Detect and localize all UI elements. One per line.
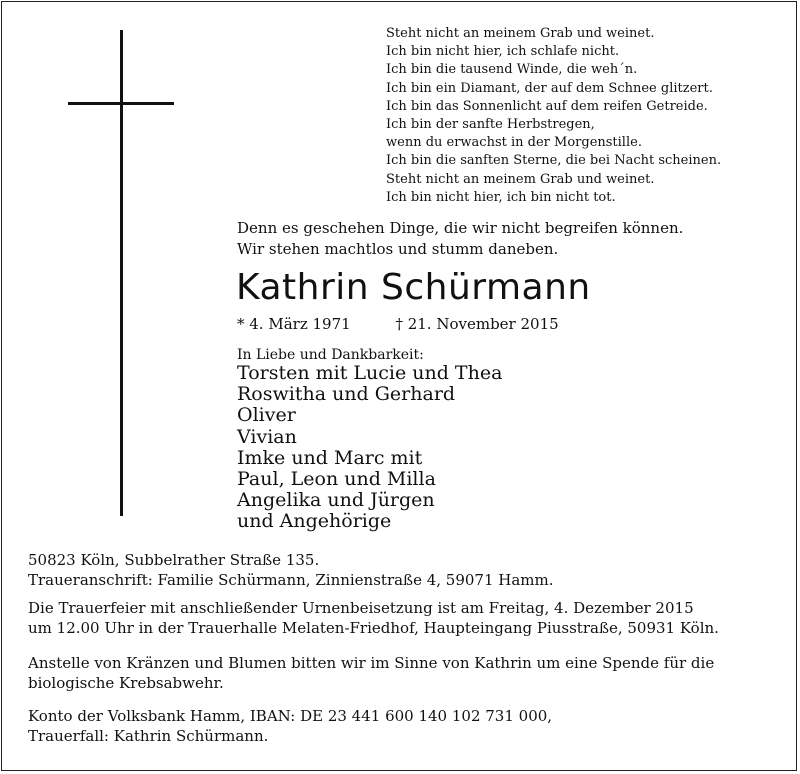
ceremony-line: Die Trauerfeier mit anschließender Urnenbeisetzung ist am Freitag, 4. Dezember 2015 [28,599,694,617]
mourner: Roswitha und Gerhard [237,383,456,406]
mourner: und Angehörige [237,510,392,533]
mourner: Torsten mit Lucie und Thea [237,362,503,384]
mourner: Vivian [237,425,297,448]
poem-line: Ich bin ein Diamant, der auf dem Schnee glitzert. [386,80,713,96]
poem-line: Steht nicht an meinem Grab und weinet. [386,171,655,187]
poem-line: Ich bin der sanfte Herbstregen, [386,117,595,133]
mourners-list [237,363,502,533]
address-line: Traueranschrift: Familie Schürmann, Zinnienstraße 4, 59071 Hamm. [28,571,554,589]
account-block [28,706,788,746]
mourner: Imke und Marc mit [237,446,423,469]
donation-line: Anstelle von Kränzen und Blumen bitten wir im Sinne von Kathrin um eine Spende für die [28,654,715,672]
poem-line: Ich bin die sanften Sterne, die bei Nacht scheinen. [386,153,722,169]
mourner: Paul, Leon und Milla [237,468,436,491]
account-line: Konto der Volksbank Hamm, IBAN: DE 23 441 600 140 102 731 000, [28,707,553,725]
ceremony-block [28,598,788,638]
address-line: 50823 Köln, Subbelrather Straße 135. [28,551,320,569]
cross-horizontal-bar [68,102,174,105]
thanks-label: In Liebe und Dankbarkeit: [237,347,424,363]
life-dates [237,314,559,334]
poem [386,25,721,207]
intro-text [237,218,683,260]
birth-date: * 4. März 1971 [237,315,351,333]
poem-line: Ich bin nicht hier, ich schlafe nicht. [386,44,620,60]
deceased-name: Kathrin Schürmann [236,267,591,308]
donation-line: biologische Krebsabwehr. [28,674,224,692]
account-line: Trauerfall: Kathrin Schürmann. [28,727,269,745]
mourner: Angelika und Jürgen [237,489,435,512]
poem-line: Ich bin nicht hier, ich bin nicht tot. [386,189,616,205]
address-block [28,550,788,590]
intro-line: Wir stehen machtlos und stumm daneben. [237,240,559,258]
poem-line: wenn du erwachst in der Morgenstille. [386,135,642,151]
intro-line: Denn es geschehen Dinge, die wir nicht begreifen können. [237,219,684,237]
poem-line: Ich bin das Sonnenlicht auf dem reifen Getreide. [386,98,708,114]
poem-line: Ich bin die tausend Winde, die weh´n. [386,62,638,78]
donation-block [28,653,788,693]
poem-line: Steht nicht an meinem Grab und weinet. [386,26,655,41]
ceremony-line: um 12.00 Uhr in der Trauerhalle Melaten-Friedhof, Haupteingang Piusstraße, 50931 Köln. [28,619,719,637]
mourner: Oliver [237,404,296,427]
death-date: † 21. November 2015 [395,315,559,333]
